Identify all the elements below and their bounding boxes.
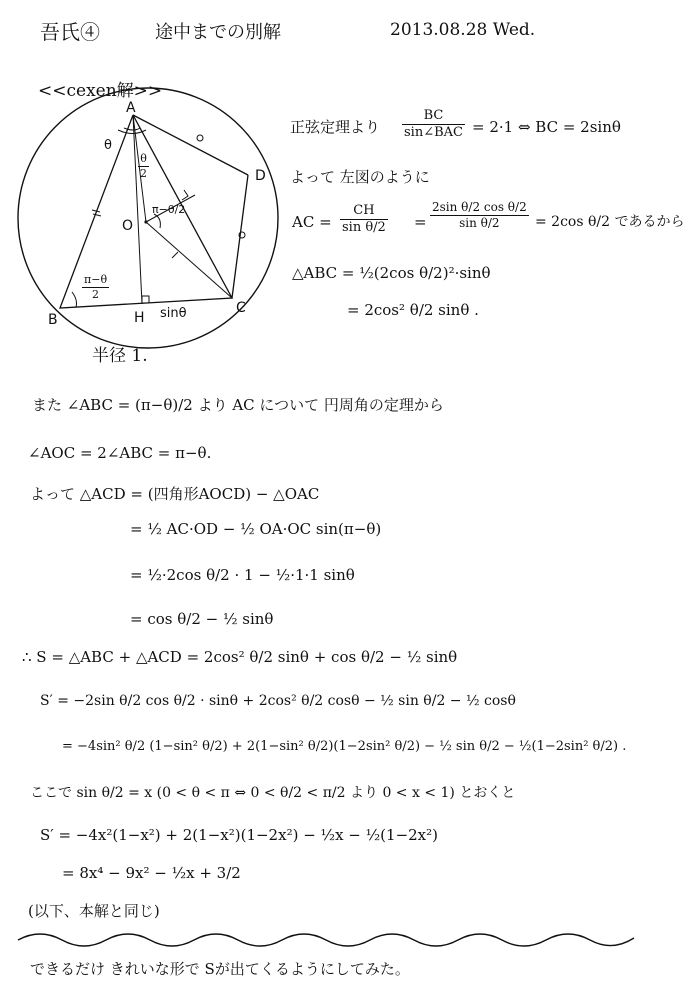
body-line-2: ∠AOC = 2∠ABC = π−θ. bbox=[28, 444, 212, 462]
body-line-11: S′ = −4x²(1−x²) + 2(1−x²)(1−2x²) − ½x − ½(1−2x²) bbox=[40, 826, 439, 844]
label-B: B bbox=[48, 312, 58, 328]
ac-frac1: $\frac{CH}{\text{sin θ/2}}$ bbox=[342, 203, 386, 235]
header-title: 吾氏④ bbox=[40, 20, 100, 44]
header-subtitle: 途中までの別解 bbox=[155, 22, 281, 43]
label-D: D bbox=[255, 168, 266, 184]
label-half-theta: $\frac{\theta}{2}$ bbox=[140, 152, 147, 180]
abc-line2: = 2cos² θ/2 sinθ . bbox=[347, 301, 479, 319]
body-line-12: = 8x⁴ − 9x² − ½x + 3/2 bbox=[62, 864, 241, 882]
sine-law-rest: = 2·1 ⇔ BC = 2sinθ bbox=[472, 118, 621, 136]
section-label: <<cexen解>> bbox=[38, 81, 163, 101]
ac-eq2: = bbox=[414, 213, 427, 231]
ac-frac2: $\frac{\text{2sin θ/2 cos θ/2}}{\text{sin θ/2}}$ bbox=[432, 200, 527, 230]
body-line-14: できるだけ きれいな形で Sが出てくるようにしてみた。 bbox=[30, 960, 410, 978]
ac-rest: = 2cos θ/2 であるから bbox=[535, 214, 685, 230]
label-A: A bbox=[126, 100, 136, 116]
body-line-8: S′ = −2sin θ/2 cos θ/2 · sinθ + 2cos² θ/2 cosθ − ½ sin θ/2 − ½ cosθ bbox=[40, 693, 516, 709]
label-O: O bbox=[122, 218, 134, 234]
figure-caption: 半径 1. bbox=[92, 346, 148, 366]
sine-law-frac: BC sin∠BAC bbox=[404, 108, 463, 140]
body-line-4: = ½ AC·OD − ½ OA·OC sin(π−θ) bbox=[130, 520, 382, 538]
abc-line1: △ABC = ½(2cos θ/2)²·sinθ bbox=[292, 264, 491, 282]
body-line-7: ∴ S = △ABC + △ACD = 2cos² θ/2 sinθ + cos θ/2 − ½ sinθ bbox=[22, 648, 458, 666]
label-sin-theta: sinθ bbox=[160, 306, 187, 321]
yotte-line: よって 左図のように bbox=[290, 168, 430, 186]
label-C: C bbox=[236, 300, 246, 316]
label-H: H bbox=[134, 310, 145, 326]
label-theta: θ bbox=[104, 138, 112, 153]
label-pi-minus-theta-half: π−θ/2 bbox=[152, 203, 186, 216]
body-line-6: = cos θ/2 − ½ sinθ bbox=[130, 610, 274, 628]
body-line-1: また ∠ABC = (π−θ)/2 より AC について 円周角の定理から bbox=[32, 396, 444, 414]
header-date: 2013.08.28 Wed. bbox=[390, 20, 536, 40]
body-line-3: よって △ACD = (四角形AOCD) − △OAC bbox=[30, 485, 320, 503]
body-line-9: = −4sin² θ/2 (1−sin² θ/2) + 2(1−sin² θ/2)(1−2sin² θ/2) − ½ sin θ/2 − ½(1−2sin² θ/2) . bbox=[62, 739, 627, 754]
body-line-13: (以下、本解と同じ) bbox=[28, 902, 160, 920]
label-angle-B: $\frac{\pi-\theta}{2}$ bbox=[84, 273, 108, 301]
body-line-5: = ½·2cos θ/2 · 1 − ½·1·1 sinθ bbox=[130, 566, 355, 584]
ac-lhs: AC = bbox=[292, 213, 332, 231]
sine-law-prefix: 正弦定理より bbox=[290, 118, 381, 136]
body-line-10: ここで sin θ/2 = x (0 < θ < π ⇔ 0 < θ/2 < π/2 より 0 < x < 1) とおくと bbox=[30, 785, 516, 801]
